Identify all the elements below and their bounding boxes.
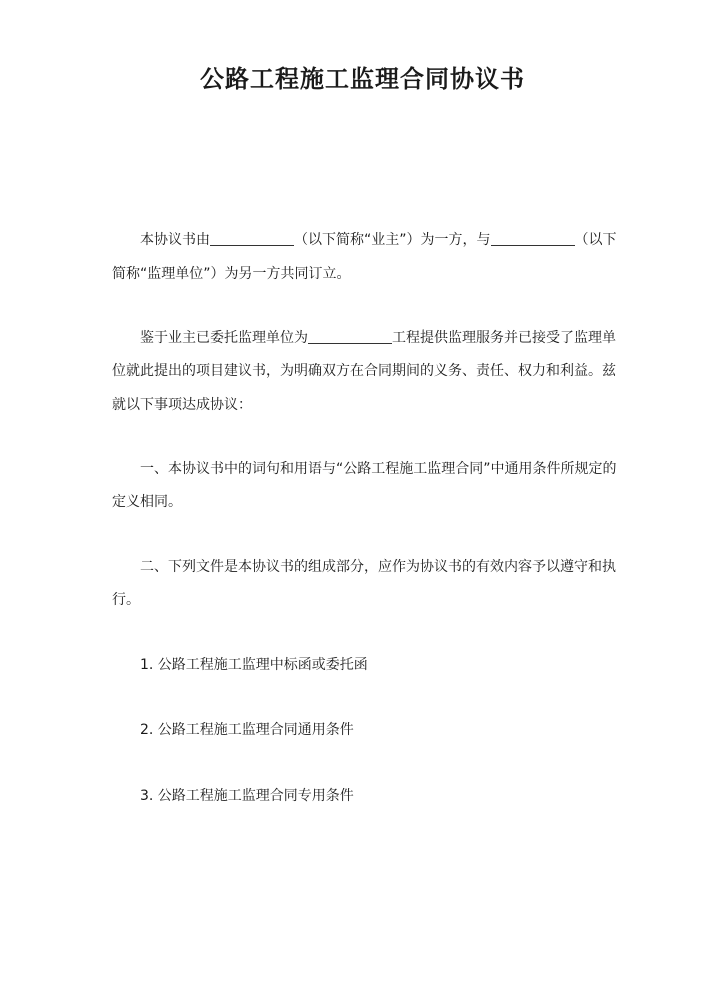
paragraph-1-text-a: 本协议书由 xyxy=(140,232,210,248)
list-item: 2. 公路工程施工监理合同通用条件 xyxy=(140,722,354,738)
paragraph-2-text-b: 工程提供监理服务并已接受了监理单 xyxy=(392,330,616,346)
paragraph-1-text-b: （以下简称“业主”）为一方，与 xyxy=(294,232,491,248)
owner-name-blank xyxy=(210,231,294,246)
list-item: 1. 公路工程施工监理中标函或委托函 xyxy=(140,657,368,673)
paragraph-2-text-a: 鉴于业主已委托监理单位为 xyxy=(140,330,308,346)
paragraph-4-line-2: 行。 xyxy=(112,592,140,608)
paragraph-2-line-2: 位就此提出的项目建议书，为明确双方在合同期间的义务、责任、权力和利益。兹 xyxy=(112,363,616,379)
paragraph-2-line-1 xyxy=(140,328,616,348)
paragraph-1-line-1 xyxy=(140,230,617,250)
paragraph-4-line-1: 二、下列文件是本协议书的组成部分，应作为协议书的有效内容予以遵守和执 xyxy=(140,559,616,575)
paragraph-2-line-3: 就以下事项达成协议： xyxy=(112,397,252,413)
paragraph-1-line-2: 简称“监理单位”）为另一方共同订立。 xyxy=(112,266,351,282)
supervisor-name-blank xyxy=(491,231,575,246)
paragraph-3-line-2: 定义相同。 xyxy=(112,494,182,510)
list-item: 3. 公路工程施工监理合同专用条件 xyxy=(140,788,354,804)
paragraph-3-line-1: 一、本协议书中的词句和用语与“公路工程施工监理合同”中通用条件所规定的 xyxy=(140,461,617,477)
document-title: 公路工程施工监理合同协议书 xyxy=(200,65,525,93)
project-name-blank xyxy=(308,329,392,344)
paragraph-1-text-c: （以下 xyxy=(574,232,617,248)
